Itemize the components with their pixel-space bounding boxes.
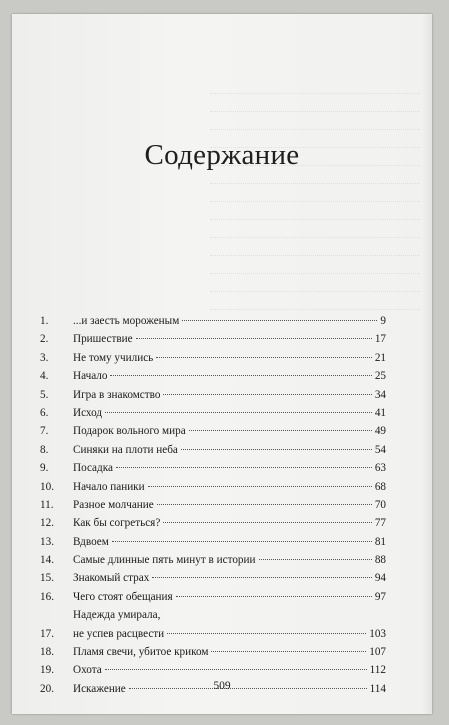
dot-leader	[105, 668, 367, 670]
toc-entry-number: 19.	[40, 664, 54, 677]
dot-leader	[163, 393, 371, 395]
dot-leader	[105, 411, 372, 413]
toc-entry	[40, 330, 386, 348]
toc-entry-page: 88	[374, 554, 386, 567]
toc-entry-number: 18.	[40, 646, 54, 659]
toc-entry-title: Синяки на плоти неба	[73, 443, 178, 456]
dot-leader	[259, 558, 372, 560]
toc-entry-number: 1.	[40, 315, 49, 327]
dot-leader	[157, 503, 372, 505]
dot-leader	[156, 356, 372, 358]
toc-entry-title: Искажение	[73, 682, 126, 695]
toc-entry-title: Начало	[73, 370, 108, 383]
toc-entry	[40, 514, 386, 532]
dot-leader	[136, 337, 372, 339]
toc-entry	[40, 312, 386, 330]
dot-leader	[182, 319, 377, 321]
toc-entry-number: 5.	[40, 388, 49, 401]
dot-leader	[116, 466, 372, 468]
toc-entry-title: Не тому учились	[73, 351, 154, 364]
toc-entry	[40, 422, 386, 440]
dot-leader	[112, 540, 372, 542]
toc-entry	[40, 496, 386, 514]
toc-entry-page: 112	[369, 664, 386, 677]
toc-entry-title: Самые длинные пять минут в истории	[73, 554, 256, 567]
toc-entry-number: 20.	[40, 682, 54, 695]
toc-entry-page: 70	[374, 498, 386, 511]
toc-entry	[40, 569, 386, 587]
toc-entry-number: 10.	[40, 480, 54, 493]
toc-entry-title: Разное молчание	[73, 498, 154, 511]
dot-leader	[176, 595, 372, 597]
toc-entry-page: 49	[374, 425, 386, 438]
toc-entry-title-continued: не успев расцвести	[73, 627, 165, 640]
toc-entry-number: 8.	[40, 443, 49, 456]
toc-entry	[40, 478, 386, 496]
toc-entry-page: 41	[374, 406, 386, 419]
toc-entry-title: Чего стоят обещания	[73, 590, 173, 603]
dot-leader	[211, 650, 366, 652]
dot-leader	[152, 576, 371, 578]
toc-entry-title: Как бы согреться?	[73, 517, 161, 530]
toc-entry-number: 6.	[40, 406, 49, 419]
toc-entry-title: Охота	[73, 664, 102, 677]
toc-entry-number: 13.	[40, 535, 54, 548]
toc-entry-number: 14.	[40, 554, 54, 567]
toc-entry-page: 63	[374, 462, 386, 475]
dot-leader	[148, 485, 372, 487]
toc-entry-number: 12.	[40, 517, 54, 530]
toc-entry-page: 107	[369, 646, 386, 659]
toc-entry	[40, 588, 386, 606]
toc-entry-number: 17.	[40, 627, 54, 640]
toc-entry-page: 17	[374, 333, 386, 346]
toc-entry-page: 94	[374, 572, 386, 585]
toc-entry-number: 15.	[40, 572, 54, 585]
dot-leader	[189, 429, 372, 431]
toc-entry-title: Надежда умирала,	[73, 609, 161, 622]
toc-entry	[40, 551, 386, 569]
table-of-contents	[40, 312, 386, 698]
book-page	[12, 14, 432, 714]
dot-leader	[110, 374, 371, 376]
toc-entry-title: Пришествие	[73, 333, 133, 346]
toc-entry-title: Вдвоем	[73, 535, 109, 548]
toc-entry-number: 2.	[40, 333, 49, 346]
toc-entry-page: 25	[374, 370, 386, 383]
contents-heading: Содержание	[144, 139, 300, 171]
toc-entry-page: 21	[374, 351, 386, 364]
toc-entry-number: 3.	[40, 351, 49, 364]
toc-entry-number: 4.	[40, 370, 49, 383]
page-number: 509	[213, 680, 231, 692]
toc-entry-page: 81	[374, 535, 386, 548]
toc-entry-title: Посадка	[73, 462, 113, 475]
toc-entry-number: 7.	[40, 425, 49, 438]
toc-entry-title: Знакомый страх	[73, 572, 150, 585]
toc-entry	[40, 441, 386, 459]
dot-leader	[163, 521, 372, 523]
toc-entry-page: 114	[369, 682, 386, 695]
toc-entry-page: 77	[374, 517, 386, 530]
toc-entry	[40, 349, 386, 367]
toc-entry-page: 34	[374, 388, 386, 401]
toc-entry-page: 68	[374, 480, 386, 493]
page-gutter-shadow	[422, 14, 432, 714]
toc-entry	[40, 386, 386, 404]
toc-entry-title: Игра в знакомство	[73, 388, 161, 401]
toc-entry	[40, 367, 386, 385]
toc-entry-title: Подарок вольного мира	[73, 425, 186, 438]
toc-entry	[40, 533, 386, 551]
toc-entry-number: 16.	[40, 590, 54, 603]
toc-entry	[40, 661, 386, 679]
toc-entry-page: 54	[374, 443, 386, 456]
toc-entry-title: Пламя свечи, убитое криком	[73, 646, 209, 659]
toc-entry-page: 9	[380, 315, 386, 327]
toc-entry	[40, 643, 386, 661]
toc-entry	[40, 459, 386, 477]
toc-entry	[40, 404, 386, 422]
toc-entry-page: 97	[374, 590, 386, 603]
toc-entry-number: 9.	[40, 462, 49, 475]
toc-entry-title: Начало паники	[73, 480, 145, 493]
toc-entry-title: Исход	[73, 406, 103, 419]
toc-entry-page: 103	[369, 627, 386, 640]
toc-entry-number: 11.	[40, 498, 54, 511]
toc-entry	[40, 606, 386, 643]
dot-leader	[181, 448, 372, 450]
toc-entry-title: ...и заесть мороженым	[73, 315, 180, 327]
dot-leader	[167, 632, 366, 634]
